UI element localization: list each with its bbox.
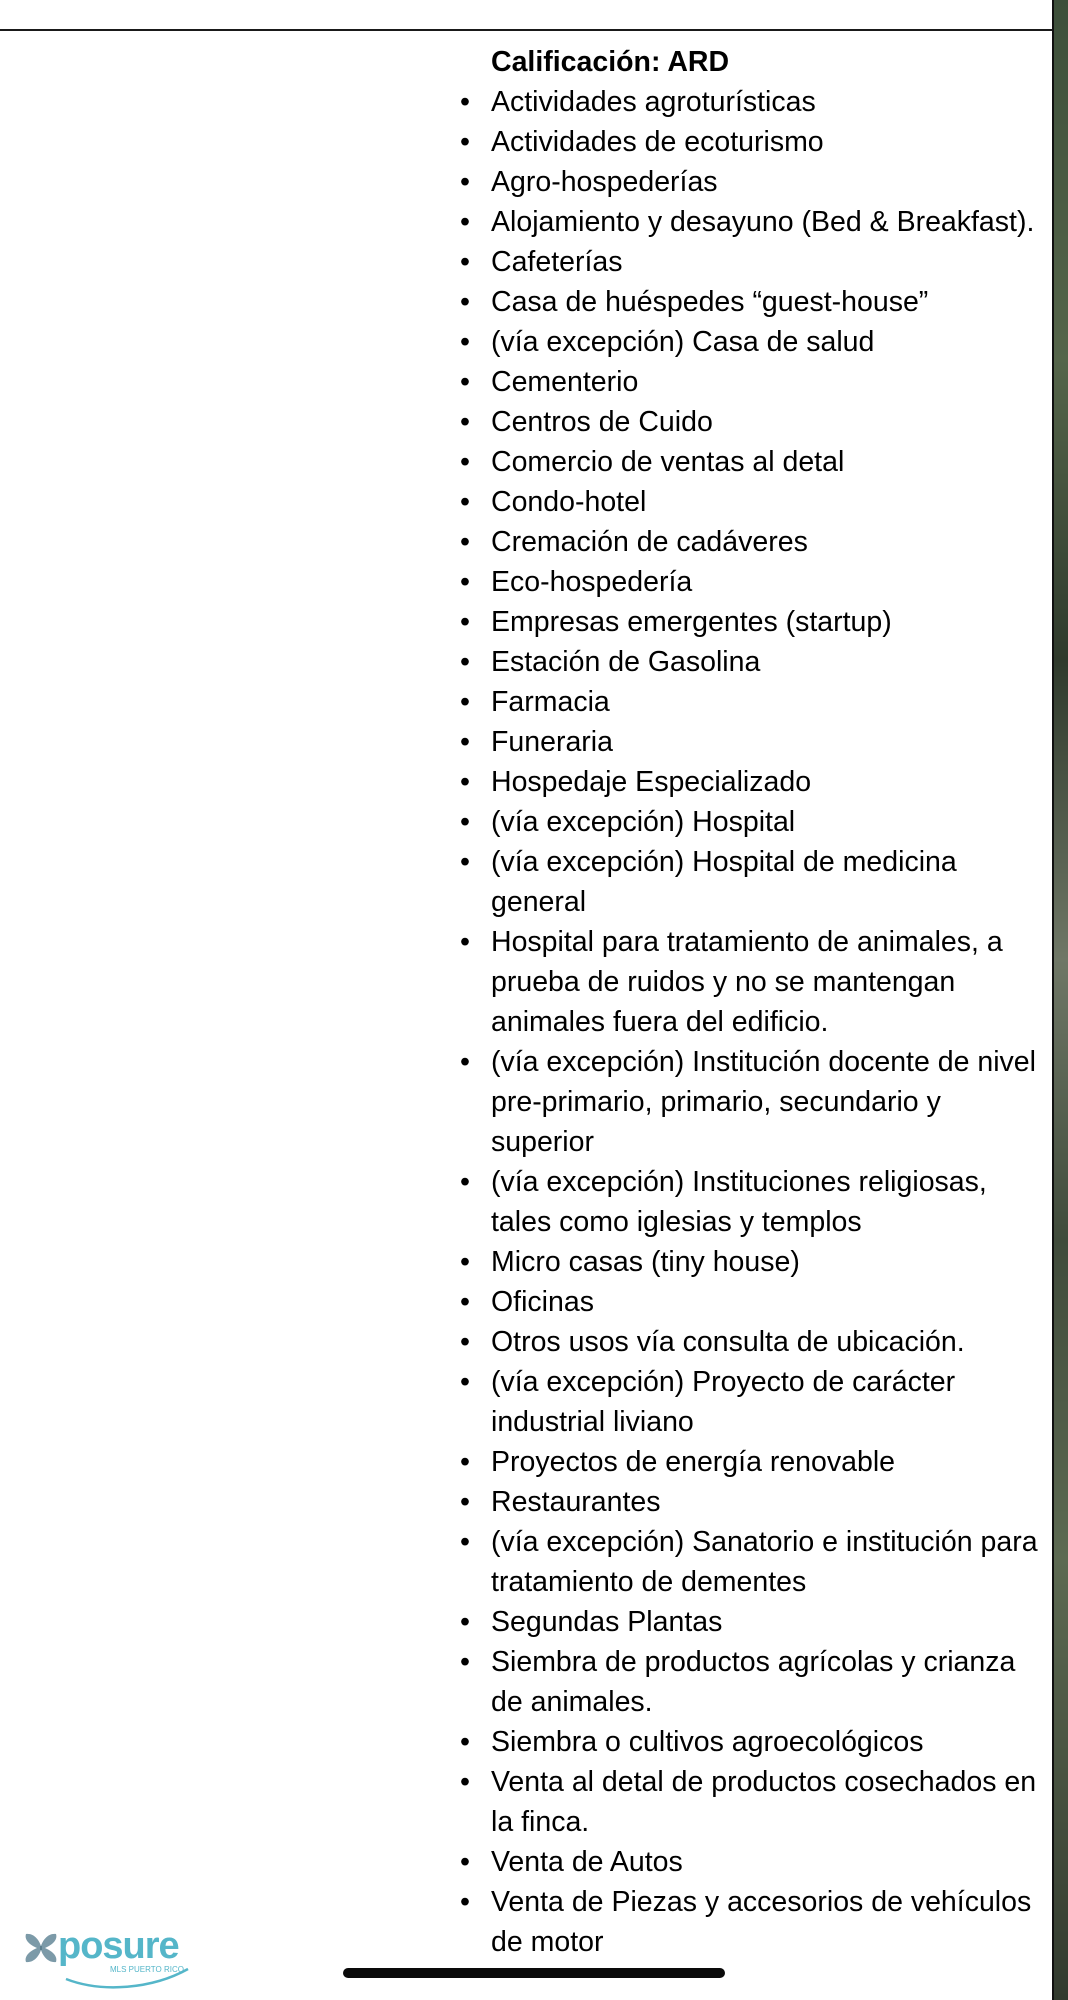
bullet-marker: •	[460, 446, 470, 478]
use-list-item	[460, 1882, 1051, 1962]
use-text: Alojamiento y desayuno (Bed & Breakfast).	[491, 206, 1035, 238]
bullet-marker: •	[460, 726, 470, 758]
logo-subtext: MLS PUERTO RICO	[110, 1965, 184, 1974]
logo-wordmark: posure	[58, 1925, 179, 1967]
bullet-marker: •	[460, 1046, 470, 1078]
bullet-marker: •	[460, 1606, 470, 1638]
use-list-item	[460, 562, 1051, 602]
use-list-item	[460, 282, 1051, 322]
bullet-marker: •	[460, 526, 470, 558]
butterfly-x-icon	[22, 1931, 60, 1965]
use-list-item	[460, 762, 1051, 802]
use-text: Eco-hospedería	[491, 566, 693, 598]
use-text: Hospedaje Especializado	[491, 766, 812, 798]
page-edge-border	[1052, 0, 1054, 2000]
use-list-item	[460, 682, 1051, 722]
bullet-marker: •	[460, 1326, 470, 1358]
use-text: (vía excepción) Hospital de medicina general	[491, 846, 957, 918]
use-list-item	[460, 1522, 1051, 1602]
use-text: Otros usos vía consulta de ubicación.	[491, 1326, 965, 1358]
bullet-marker: •	[460, 566, 470, 598]
use-text: (vía excepción) Instituciones religiosas, tales como iglesias y templos	[491, 1166, 987, 1238]
use-text: Hospital para tratamiento de animales, a prueba de ruidos y no se mantengan animales fuera del edificio.	[491, 926, 1003, 1038]
bullet-marker: •	[460, 1166, 470, 1198]
zoning-uses-section	[460, 42, 1051, 1962]
use-text: Cementerio	[491, 366, 639, 398]
use-text: Actividades de ecoturismo	[491, 126, 824, 158]
use-list-item	[460, 122, 1051, 162]
bullet-marker: •	[460, 366, 470, 398]
use-text: Venta de Autos	[491, 1846, 683, 1878]
use-text: Segundas Plantas	[491, 1606, 723, 1638]
use-text: Cremación de cadáveres	[491, 526, 808, 558]
bullet-marker: •	[460, 1766, 470, 1798]
use-text: Centros de Cuido	[491, 406, 713, 438]
use-list-item	[460, 1762, 1051, 1842]
bullet-marker: •	[460, 206, 470, 238]
permitted-uses-list	[460, 82, 1051, 1962]
bullet-marker: •	[460, 166, 470, 198]
bullet-marker: •	[460, 1646, 470, 1678]
bullet-marker: •	[460, 326, 470, 358]
use-list-item	[460, 1642, 1051, 1722]
exposure-mls-logo	[22, 1925, 192, 1989]
use-text: (vía excepción) Sanatorio e institución para tratamiento de dementes	[491, 1526, 1038, 1598]
use-text: Agro-hospederías	[491, 166, 718, 198]
use-text: Empresas emergentes (startup)	[491, 606, 892, 638]
use-list-item	[460, 802, 1051, 842]
bullet-marker: •	[460, 1286, 470, 1318]
use-text: (vía excepción) Casa de salud	[491, 326, 875, 358]
use-list-item	[460, 1722, 1051, 1762]
use-list-item	[460, 1482, 1051, 1522]
use-text: Venta al detal de productos cosechados en la finca.	[491, 1766, 1037, 1838]
use-list-item	[460, 1322, 1051, 1362]
bullet-marker: •	[460, 1446, 470, 1478]
use-text: Comercio de ventas al detal	[491, 446, 845, 478]
bullet-marker: •	[460, 1486, 470, 1518]
use-text: Micro casas (tiny house)	[491, 1246, 800, 1278]
use-text: Actividades agroturísticas	[491, 86, 816, 118]
bullet-marker: •	[460, 86, 470, 118]
use-text: Siembra o cultivos agroecológicos	[491, 1726, 924, 1758]
use-list-item	[460, 842, 1051, 922]
bullet-marker: •	[460, 246, 470, 278]
top-divider	[0, 29, 1054, 31]
use-text: Proyectos de energía renovable	[491, 1446, 896, 1478]
use-text: Estación de Gasolina	[491, 646, 761, 678]
use-list-item	[460, 1362, 1051, 1442]
bullet-marker: •	[460, 686, 470, 718]
use-text: (vía excepción) Proyecto de carácter industrial liviano	[491, 1366, 956, 1438]
use-list-item	[460, 1242, 1051, 1282]
use-list-item	[460, 82, 1051, 122]
bullet-marker: •	[460, 1726, 470, 1758]
bullet-marker: •	[460, 1246, 470, 1278]
bullet-marker: •	[460, 406, 470, 438]
use-text: (vía excepción) Hospital	[491, 806, 796, 838]
use-list-item	[460, 362, 1051, 402]
use-text: Siembra de productos agrícolas y crianza de animales.	[491, 1646, 1016, 1718]
use-text: Oficinas	[491, 1286, 594, 1318]
home-indicator-bar[interactable]	[343, 1968, 725, 1978]
use-list-item	[460, 722, 1051, 762]
use-text: Restaurantes	[491, 1486, 661, 1518]
logo-swoosh	[62, 1965, 192, 1989]
use-text: (vía excepción) Institución docente de nivel pre-primario, primario, secundario y superior	[491, 1046, 1036, 1158]
bullet-marker: •	[460, 286, 470, 318]
bullet-marker: •	[460, 486, 470, 518]
use-list-item	[460, 1162, 1051, 1242]
use-list-item	[460, 602, 1051, 642]
use-text: Venta de Piezas y accesorios de vehículos de motor	[491, 1886, 1032, 1958]
bullet-marker: •	[460, 646, 470, 678]
use-list-item	[460, 522, 1051, 562]
bullet-marker: •	[460, 126, 470, 158]
bullet-marker: •	[460, 1886, 470, 1918]
use-text: Farmacia	[491, 686, 610, 718]
use-list-item	[460, 442, 1051, 482]
use-list-item	[460, 242, 1051, 282]
bullet-marker: •	[460, 1526, 470, 1558]
use-list-item	[460, 922, 1051, 1042]
use-text: Condo-hotel	[491, 486, 647, 518]
use-list-item	[460, 642, 1051, 682]
use-list-item	[460, 1442, 1051, 1482]
use-text: Funeraria	[491, 726, 613, 758]
background-photo-edge	[1054, 0, 1068, 2000]
use-list-item	[460, 1602, 1051, 1642]
use-list-item	[460, 202, 1051, 242]
use-list-item	[460, 402, 1051, 442]
use-list-item	[460, 162, 1051, 202]
bullet-marker: •	[460, 846, 470, 878]
zoning-heading: Calificación: ARD	[491, 46, 730, 78]
bullet-marker: •	[460, 606, 470, 638]
use-list-item	[460, 1282, 1051, 1322]
use-text: Casa de huéspedes “guest-house”	[491, 286, 929, 318]
bullet-marker: •	[460, 766, 470, 798]
bullet-marker: •	[460, 1366, 470, 1398]
use-list-item	[460, 322, 1051, 362]
bullet-marker: •	[460, 806, 470, 838]
use-list-item	[460, 482, 1051, 522]
bullet-marker: •	[460, 926, 470, 958]
use-text: Cafeterías	[491, 246, 623, 278]
use-list-item	[460, 1842, 1051, 1882]
use-list-item	[460, 1042, 1051, 1162]
bullet-marker: •	[460, 1846, 470, 1878]
